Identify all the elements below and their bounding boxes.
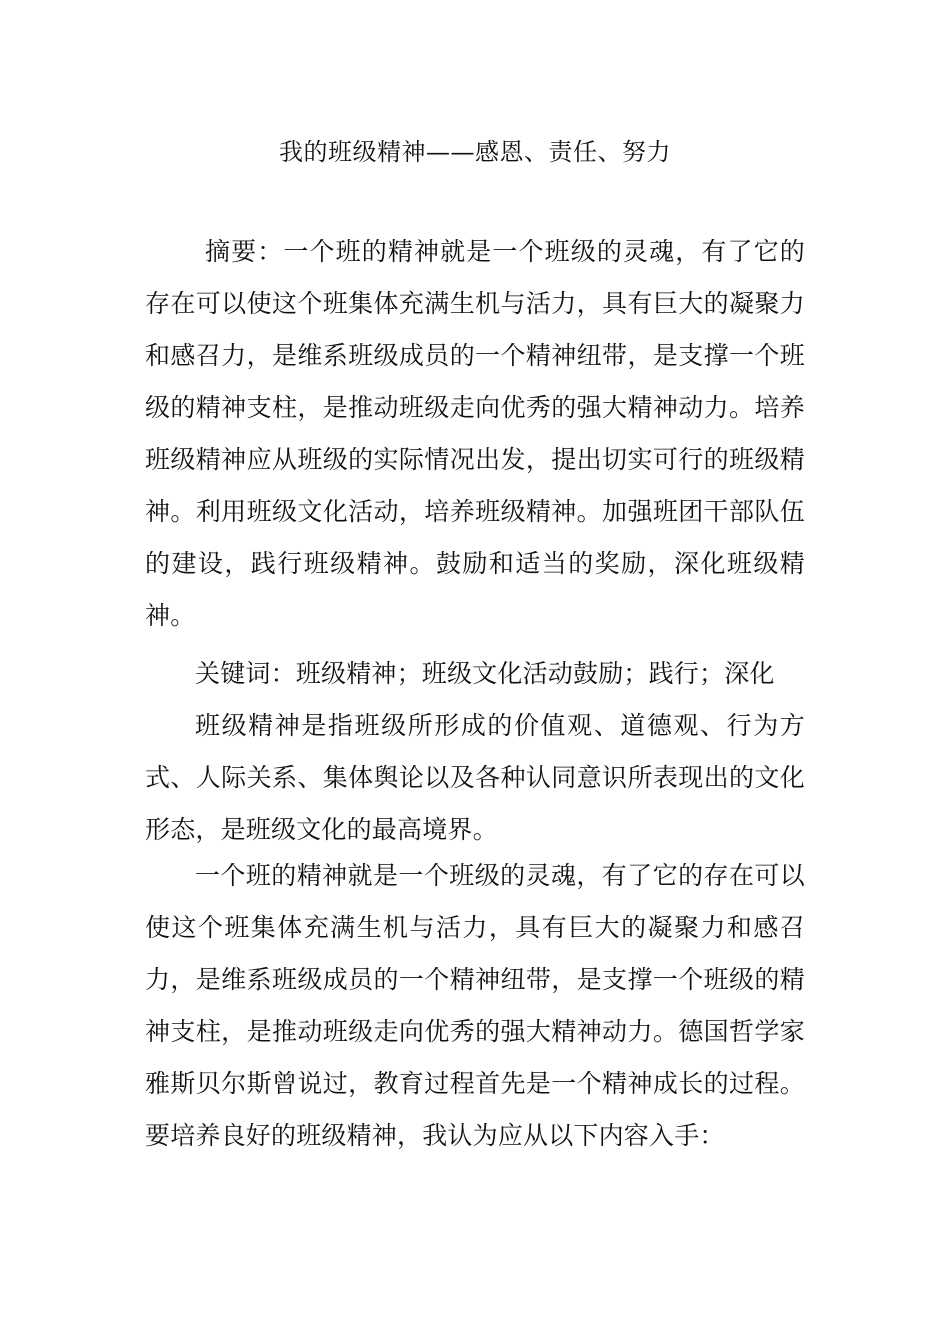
abstract-paragraph: 摘要：一个班的精神就是一个班级的灵魂，有了它的存在可以使这个班集体充满生机与活力，具有巨大的凝聚力和感召力，是维系班级成员的一个精神纽带，是支撑一个班级的精神支柱，是推动班级走向优秀的强大精神动力。培养班级精神应从班级的实际情况出发，提出切实可行的班级精神。利用班级文化活动，培养班级精神。加强班团干部队伍的建设，践行班级精神。鼓励和适当的奖励，深化班级精神。 <box>145 237 805 630</box>
document-title: 我的班级精神——感恩、责任、努力 <box>279 138 671 166</box>
body-paragraph-1: 班级精神是指班级所形成的价值观、道德观、行为方式、人际关系、集体舆论以及各种认同意识所表现出的文化形态，是班级文化的最高境界。 <box>145 711 805 844</box>
body-paragraph-2: 一个班的精神就是一个班级的灵魂，有了它的存在可以使这个班集体充满生机与活力，具有巨大的凝聚力和感召力，是维系班级成员的一个精神纽带，是支撑一个班级的精神支柱，是推动班级走向优秀的强大精神动力。德国哲学家雅斯贝尔斯曾说过，教育过程首先是一个精神成长的过程。要培养良好的班级精神，我认为应从以下内容入手： <box>145 861 805 1150</box>
keywords-line: 关键词：班级精神；班级文化活动鼓励；践行；深化 <box>195 659 775 688</box>
